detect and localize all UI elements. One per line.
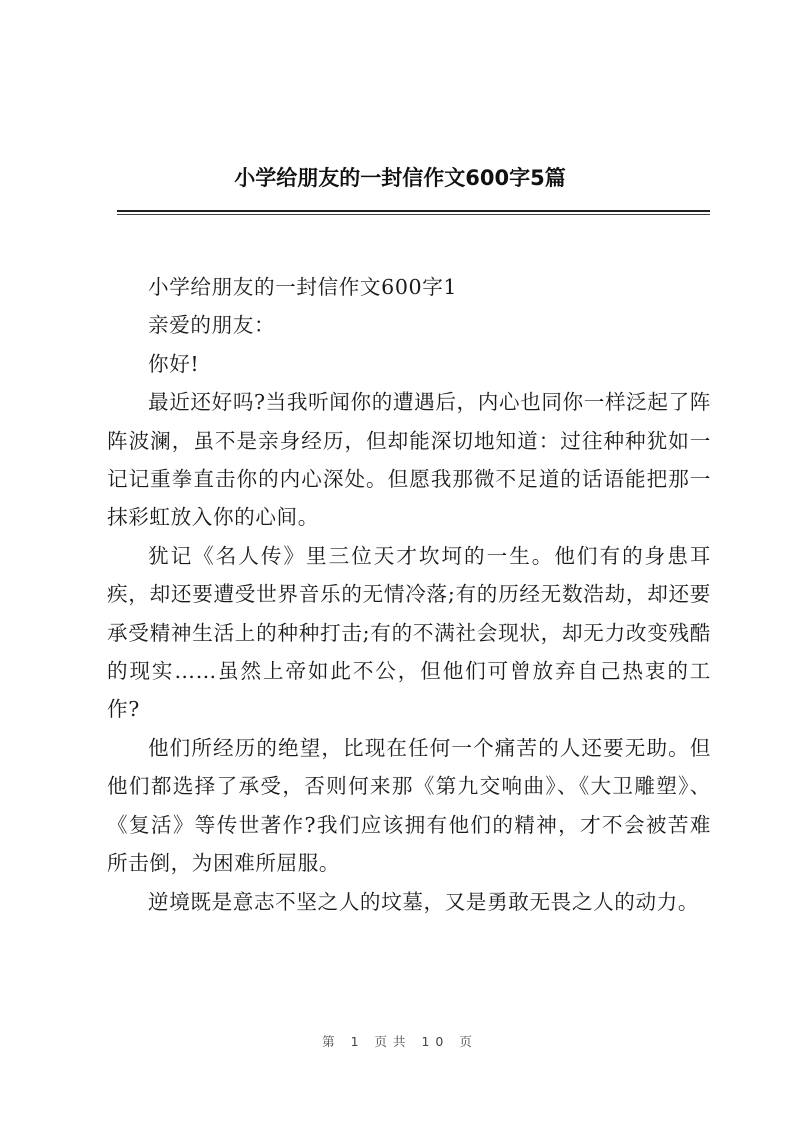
body-paragraph: 最近还好吗?当我听闻你的遭遇后，内心也同你一样泛起了阵阵波澜，虽不是亲身经历，但却能深切地知道：过往种种犹如一记记重拳直击你的内心深处。但愿我那微不足道的话语能把那一抹彩虹放入你的心间。 xyxy=(107,390,711,530)
document-body xyxy=(107,268,711,921)
document-title: 小学给朋友的一封信作文600字5篇 xyxy=(234,166,566,190)
body-paragraph: 犹记《名人传》里三位天才坎坷的一生。他们有的身患耳疾，却还要遭受世界音乐的无情冷落;有的历经无数浩劫，却还要承受精神生活上的种种打击;有的不满社会现状，却无力改变残酷的现实……虽然上帝如此不公，但他们可曾放弃自己热衷的工作? xyxy=(107,543,711,722)
title-divider xyxy=(117,210,710,212)
section-heading: 小学给朋友的一封信作文600字1 xyxy=(148,275,458,299)
greeting: 你好! xyxy=(148,351,200,376)
salutation: 亲爱的朋友： xyxy=(148,313,276,338)
body-paragraph: 他们所经历的绝望，比现在任何一个痛苦的人还要无助。但他们都选择了承受，否则何来那《第九交响曲》、《大卫雕塑》、《复活》等传世著作?我们应该拥有他们的精神，才不会被苦难所击倒，为困难所屈服。 xyxy=(107,735,711,876)
body-paragraph: 逆境既是意志不坚之人的坟墓，又是勇敢无畏之人的动力。 xyxy=(148,889,700,914)
page-number: 第 1 页共 10 页 xyxy=(322,1034,478,1049)
title-divider-thin xyxy=(117,214,710,215)
